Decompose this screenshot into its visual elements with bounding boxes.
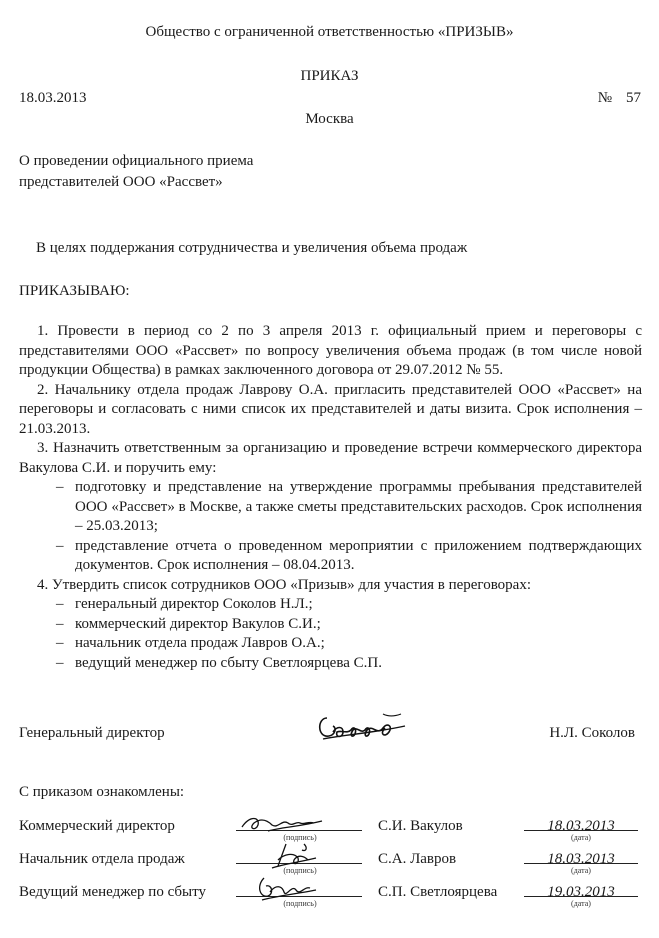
participant: коммерческий директор Вакулов С.И.; xyxy=(75,615,321,632)
order-date: 18.03.2013 xyxy=(19,90,87,106)
ack-position: Начальник отдела продаж xyxy=(19,851,185,867)
ack-name: С.А. Лавров xyxy=(378,851,457,867)
item-4: 4. Утвердить список сотрудников ООО «Призыв» для участия в переговорах: xyxy=(37,576,532,593)
subject-line-1: О проведении официального приема xyxy=(19,153,254,169)
ack-date: 19.03.2013 xyxy=(547,884,615,900)
order-subject xyxy=(19,151,253,193)
dash-marker: – xyxy=(56,596,64,612)
city: Москва xyxy=(305,111,354,127)
date-caption: (дата) xyxy=(571,866,591,875)
list-item xyxy=(19,654,642,674)
item-3-sublist xyxy=(19,478,642,576)
dash-marker: – xyxy=(56,635,64,651)
date-caption: (дата) xyxy=(571,833,591,842)
director-name: Н.Л. Соколов xyxy=(549,725,635,741)
director-signature xyxy=(313,708,409,748)
signature-caption: (подпись) xyxy=(283,866,317,875)
document-title: ПРИКАЗ xyxy=(300,68,359,84)
signature-caption: (подпись) xyxy=(283,833,317,842)
list-item xyxy=(19,615,642,635)
order-number xyxy=(598,88,641,108)
sub-item-text: представление отчета о проведенном мероприятии с приложением подтверждающих документов. Срок исполнения – 08.04.2013. xyxy=(75,537,642,573)
list-item xyxy=(19,537,642,576)
ack-name: С.П. Светлоярцева xyxy=(378,884,498,900)
dash-marker: – xyxy=(56,615,64,632)
dash-marker: – xyxy=(56,479,64,495)
list-item xyxy=(19,595,642,615)
list-item xyxy=(19,634,642,654)
item-3: 3. Назначить ответственным за организацию и проведение встречи коммерческого директора Вакулова С.И. и поручить ему: xyxy=(19,440,642,476)
signature-caption: (подпись) xyxy=(283,899,317,908)
participants-list xyxy=(19,595,642,673)
director-position: Генеральный директор xyxy=(19,725,165,741)
item-1: 1. Провести в период со 2 по 3 апреля 2013 г. официальный прием и переговоры с представителями ООО «Рассвет» по вопросу увеличения объема продаж (в том числе новой продукции Общества) в рамках заключенного договора от 29.07.2012 № 55. xyxy=(19,323,642,378)
ack-name: С.И. Вакулов xyxy=(378,818,463,834)
company-name: Общество с ограниченной ответственностью «ПРИЗЫВ» xyxy=(145,24,514,40)
order-word: ПРИКАЗЫВАЮ: xyxy=(19,283,130,299)
participant: начальник отдела продаж Лавров О.А.; xyxy=(75,635,325,651)
item-2: 2. Начальнику отдела продаж Лаврову О.А. пригласить представителей ООО «Рассвет» на переговоры и согласовать с ними список их представителей и даты визита. Срок исполнения – 21.03.2013. xyxy=(19,381,642,437)
dash-marker: – xyxy=(56,654,64,671)
ack-date: 18.03.2013 xyxy=(547,818,615,834)
participant: ведущий менеджер по сбыту Светлоярцева С.П. xyxy=(75,654,382,671)
subject-line-2: представителей ООО «Рассвет» xyxy=(19,174,223,190)
ack-position: Ведущий менеджер по сбыту xyxy=(19,884,206,900)
preamble: В целях поддержания сотрудничества и увеличения объема продаж xyxy=(36,240,468,256)
list-item xyxy=(19,478,642,537)
ack-position: Коммерческий директор xyxy=(19,818,175,834)
order-body xyxy=(19,322,642,673)
number-sign: № xyxy=(597,90,612,106)
dash-marker: – xyxy=(56,537,64,554)
sub-item-text: подготовку и представление на утверждение программы пребывания представителей ООО «Рассвет» в Москве, а также сметы представительских расходов. Срок исполнения – 25.03.2013; xyxy=(75,479,642,534)
number-value: 57 xyxy=(626,90,641,106)
date-caption: (дата) xyxy=(571,899,591,908)
acknowledgement-title: С приказом ознакомлены: xyxy=(19,784,185,800)
participant: генеральный директор Соколов Н.Л.; xyxy=(75,596,313,612)
ack-date: 18.03.2013 xyxy=(547,851,615,867)
